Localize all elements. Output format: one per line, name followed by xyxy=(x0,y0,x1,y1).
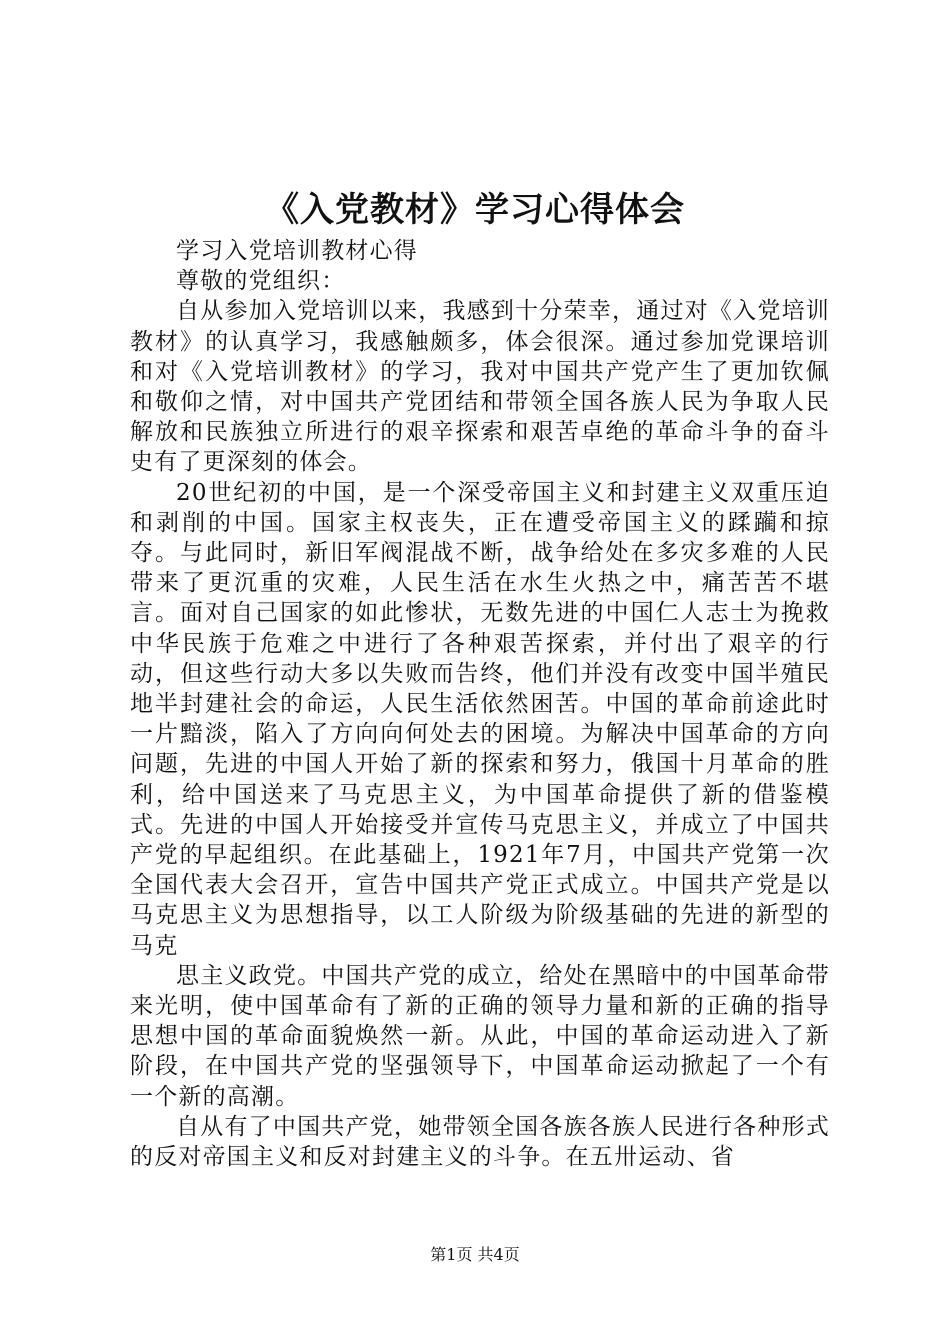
salutation-line: 尊敬的党组织： xyxy=(176,268,346,295)
body-paragraph: 思主义政党。中国共产党的成立，给处在黑暗中的中国革命带来光明，使中国革命有了新的正确的领导力量和新的正确的指导思想中国的革命面貌焕然一新。从此，中国的革命运动进入了新阶段，在中国共产党的坚强领导下，中国革命运动掀起了一个有一个新的高潮。 xyxy=(130,962,830,1110)
page-number-footer: 第1页 共4页 xyxy=(430,1245,520,1264)
subtitle-line: 学习入党培训教材心得 xyxy=(176,238,418,264)
body-paragraph: 20世纪初的中国，是一个深受帝国主义和封建主义双重压迫和剥削的中国。国家主权丧失，正在遭受帝国主义的蹂躏和掠夺。与此同时，新旧军阀混战不断，战争给处在多灾多难的人民带来了更沉重的灾难，人民生活在水生火热之中，痛苦苦不堪言。面对自己国家的如此惨状，无数先进的中国仁人志士为挽救中华民族于危难之中进行了各种艰苦探索，并付出了艰辛的行动，但这些行动大多以失败而告终，他们并没有改变中国半殖民地半封建社会的命运，人民生活依然困苦。中国的革命前途此时一片黯淡，陷入了方向向何处去的困境。为解决中国革命的方向问题，先进的中国人开始了新的探索和努力，俄国十月革命的胜利，给中国送来了马克思主义，为中国革命提供了新的借鉴模式。先进的中国人开始接受并宣传马克思主义，并成立了中国共产党的早起组织。在此基础上，1921年7月，中国共产党第一次全国代表大会召开，宣告中国共产党正式成立。中国共产党是以马克思主义为思想指导，以工人阶级为阶级基础的先进的新型的马克 xyxy=(130,479,830,959)
body-paragraph: 自从有了中国共产党，她带领全国各族各族人民进行各种形式的反对帝国主义和反对封建主义的斗争。在五卅运动、省 xyxy=(130,1113,830,1171)
document-title: 《入党教材》学习心得体会 xyxy=(265,190,685,230)
body-paragraph: 自从参加入党培训以来，我感到十分荣幸，通过对《入党培训教材》的认真学习，我感触颇多，体会很深。通过参加党课培训和对《入党培训教材》的学习，我对中国共产党产生了更加钦佩和敬仰之情，对中国共产党团结和带领全国各族人民为争取人民解放和民族独立所进行的艰辛探索和艰苦卓绝的革命斗争的奋斗史有了更深刻的体会。 xyxy=(130,298,830,476)
document-body xyxy=(130,236,830,1172)
